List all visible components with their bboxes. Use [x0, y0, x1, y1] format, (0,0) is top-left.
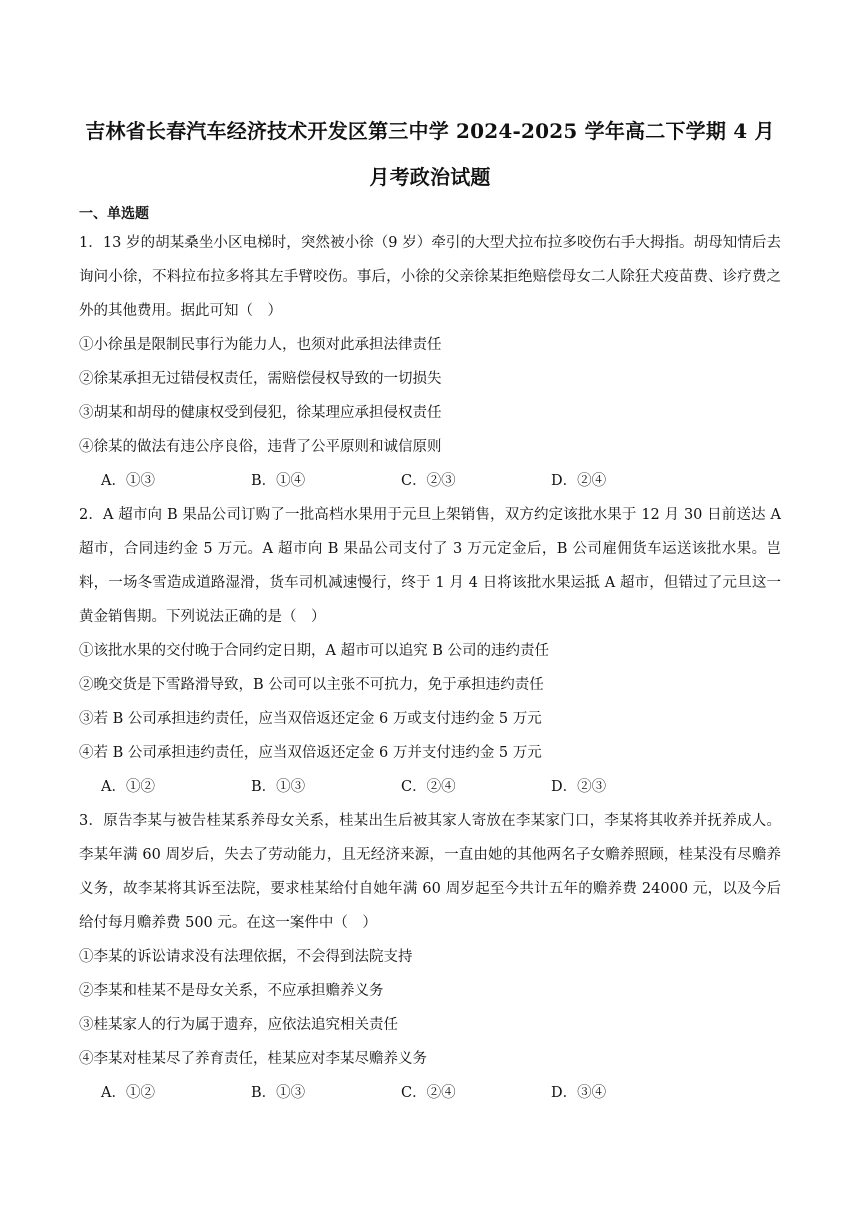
question-3-statement-2: ②李某和桂某不是母女关系，不应承担赡养义务 — [79, 983, 384, 999]
question-2-choice-c: C．②④ — [401, 779, 456, 795]
question-3-statement-4: ④李某对桂某尽了养育责任，桂某应对李某尽赡养义务 — [79, 1051, 427, 1067]
question-1-statement-2: ②徐某承担无过错侵权责任，需赔偿侵权导致的一切损失 — [79, 371, 442, 387]
question-2-statement-3: ③若 B 公司承担违约责任，应当双倍返还定金 6 万或支付违约金 5 万元 — [79, 711, 542, 727]
question-1-choice-c: C．②③ — [401, 473, 456, 489]
question-3-choice-d: D．③④ — [551, 1085, 607, 1101]
question-1-statement-3: ③胡某和胡母的健康权受到侵犯，徐某理应承担侵权责任 — [79, 405, 442, 421]
section-heading: 一、单选题 — [79, 206, 149, 222]
question-2-statement-4: ④若 B 公司承担违约责任，应当双倍返还定金 6 万并支付违约金 5 万元 — [79, 745, 542, 761]
question-3-choice-a: A．①② — [101, 1085, 155, 1101]
question-2-choices — [79, 770, 781, 804]
question-2-choice-a: A．①② — [101, 779, 155, 795]
exam-title-line-1: 吉林省长春汽车经济技术开发区第三中学 2024-2025 学年高二下学期 4 月 — [85, 119, 775, 143]
question-1-choices — [79, 464, 781, 498]
question-2-statement-2: ②晚交货是下雪路滑导致，B 公司可以主张不可抗力，免于承担违约责任 — [79, 677, 544, 693]
question-1 — [79, 226, 781, 498]
question-3-statement-3: ③桂某家人的行为属于遗弃，应依法追究相关责任 — [79, 1017, 398, 1033]
exam-title-line-2: 月考政治试题 — [369, 165, 491, 189]
question-3-choices — [79, 1076, 781, 1110]
question-3-choice-c: C．②④ — [401, 1085, 456, 1101]
question-2-choice-d: D．②③ — [551, 779, 607, 795]
question-3-choice-b: B．①③ — [251, 1085, 306, 1101]
question-2-choice-b: B．①③ — [251, 779, 306, 795]
question-3-statement-1: ①李某的诉讼请求没有法理依据，不会得到法院支持 — [79, 949, 413, 965]
question-2 — [79, 498, 781, 804]
question-1-choice-d: D．②④ — [551, 473, 607, 489]
question-1-statement-1: ①小徐虽是限制民事行为能力人，也须对此承担法律责任 — [79, 337, 442, 353]
question-1-choice-a: A．①③ — [101, 473, 155, 489]
question-1-statement-4: ④徐某的做法有违公序良俗，违背了公平原则和诚信原则 — [79, 439, 442, 455]
question-1-stem: 1．13 岁的胡某桑坐小区电梯时，突然被小徐（9 岁）牵引的大型犬拉布拉多咬伤右手大拇指。胡母知情后去询问小徐，不料拉布拉多将其左手臂咬伤。事后，小徐的父亲徐某拒绝赔偿母女二人除狂犬疫苗费、诊疗费之外的其他费用。据此可知（ ） — [79, 235, 781, 319]
question-1-choice-b: B．①④ — [251, 473, 306, 489]
question-3-stem: 3．原告李某与被告桂某系养母女关系，桂某出生后被其家人寄放在李某家门口，李某将其收养并抚养成人。李某年满 60 周岁后，失去了劳动能力，且无经济来源，一直由她的其他两名子女赡养照顾，桂某没有尽赡养义务，故李某将其诉至法院，要求桂某给付自她年满 60 周岁起至今共计五年的赡养费 24000 元，以及今后给付每月赡养费 500 元。在这一案件中（ ） — [79, 813, 781, 931]
question-2-stem: 2．A 超市向 B 果品公司订购了一批高档水果用于元旦上架销售，双方约定该批水果于 12 月 30 日前送达 A 超市，合同违约金 5 万元。A 超市向 B 果品公司支付了 3 万元定金后，B 公司雇佣货车运送该批水果。岂料，一场冬雪造成道路湿滑，货车司机减速慢行，终于 1 月 4 日将该批水果运抵 A 超市，但错过了元旦这一黄金销售期。下列说法正确的是（ ） — [79, 507, 781, 625]
question-2-statement-1: ①该批水果的交付晚于合同约定日期，A 超市可以追究 B 公司的违约责任 — [79, 643, 549, 659]
question-3 — [79, 804, 781, 1110]
